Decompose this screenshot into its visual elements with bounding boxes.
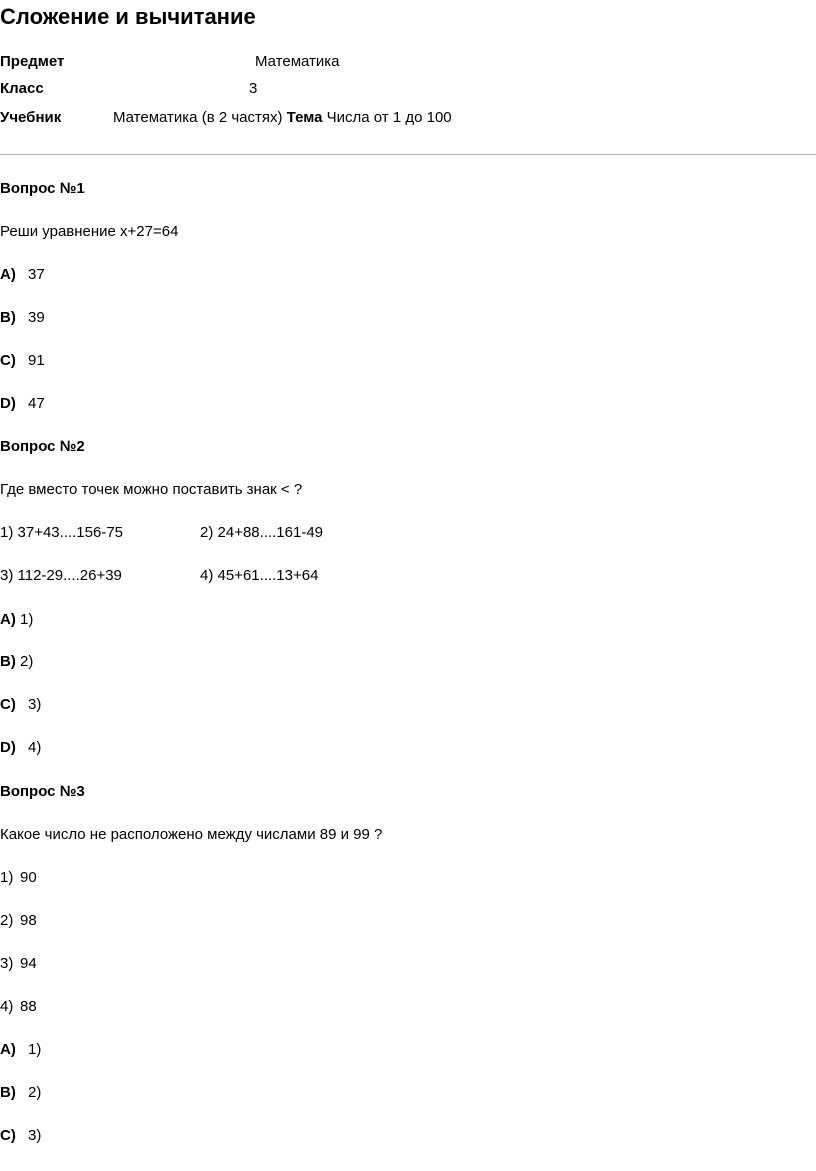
textbook-value: Математика (в 2 частях)	[113, 109, 283, 126]
question-2-heading: Вопрос №2	[0, 438, 85, 455]
subject-label: Предмет	[0, 53, 65, 70]
textbook-label: Учебник	[0, 109, 62, 126]
q2-option-b[interactable]: B) 2)	[0, 653, 34, 670]
q3-item-3: 3) 94	[0, 955, 37, 972]
topic-label: Тема	[286, 109, 323, 126]
question-2-text: Где вместо точек можно поставить знак < ?	[0, 481, 303, 498]
q3-option-a[interactable]: A) 1)	[0, 1041, 42, 1058]
subject-value: Математика	[255, 53, 340, 70]
q3-item-4: 4) 88	[0, 998, 37, 1015]
q2-option-d[interactable]: D) 4)	[0, 739, 42, 756]
question-1-heading: Вопрос №1	[0, 180, 85, 197]
q1-option-a[interactable]: A) 37	[0, 266, 45, 283]
document-title: Сложение и вычитание	[0, 4, 256, 29]
q3-option-b[interactable]: B) 2)	[0, 1084, 42, 1101]
q2-item-1: 1) 37+43....156-75	[0, 524, 124, 541]
q3-item-2: 2) 98	[0, 912, 37, 929]
question-1-text: Реши уравнение x+27=64	[0, 223, 179, 240]
q2-item-4: 4) 45+61....13+64	[200, 567, 319, 584]
topic-value: Числа от 1 до 100	[326, 109, 452, 126]
q2-item-3: 3) 112-29....26+39	[0, 567, 122, 584]
q1-option-d[interactable]: D) 47	[0, 395, 45, 412]
q2-item-2: 2) 24+88....161-49	[200, 524, 324, 541]
q1-option-b[interactable]: B) 39	[0, 309, 45, 326]
q1-option-c[interactable]: C) 91	[0, 352, 45, 369]
grade-value: 3	[249, 80, 258, 97]
q3-option-c[interactable]: C) 3)	[0, 1127, 42, 1144]
q2-option-a[interactable]: A) 1)	[0, 611, 34, 628]
q2-option-c[interactable]: C) 3)	[0, 696, 42, 713]
divider	[0, 154, 816, 155]
question-3-heading: Вопрос №3	[0, 783, 85, 800]
grade-label: Класс	[0, 80, 44, 97]
question-3-text: Какое число не расположено между числами 89 и 99 ?	[0, 826, 383, 843]
textbook-topic-line	[113, 109, 452, 126]
q3-item-1: 1) 90	[0, 869, 37, 886]
